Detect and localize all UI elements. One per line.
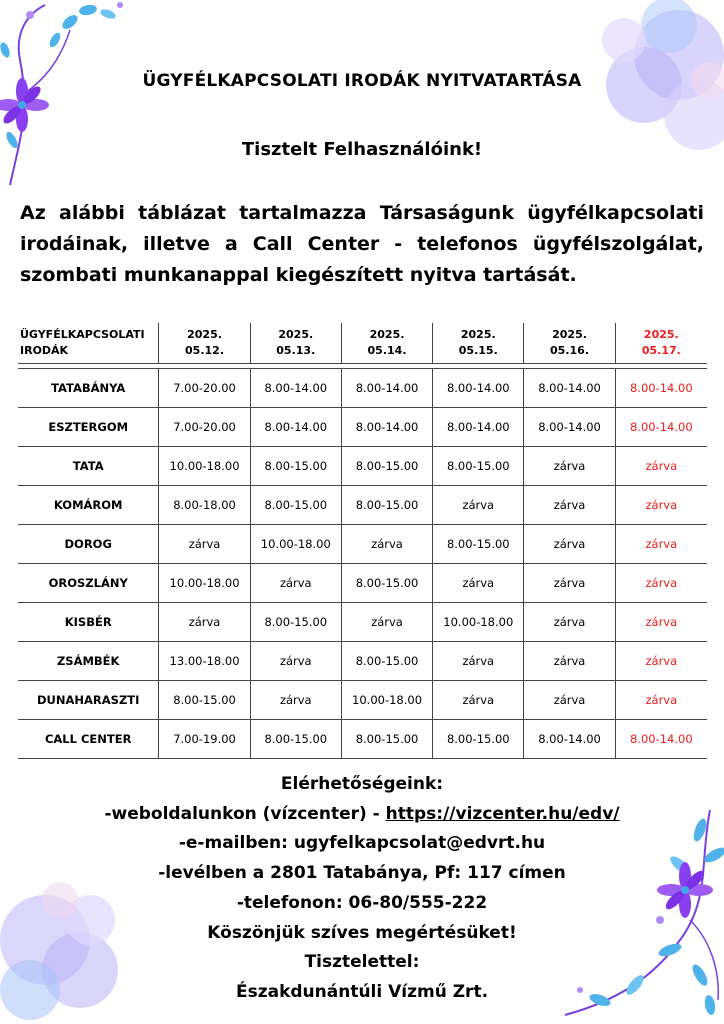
hours-cell: zárva (433, 486, 524, 525)
contact-website-line: -weboldalunkon (vízcenter) - https://vizcenter.hu/edv/ (104, 803, 620, 824)
opening-hours-table (18, 323, 707, 759)
hours-cell: 8.00-14.00 (341, 408, 432, 447)
office-name: TATABÁNYA (18, 369, 159, 408)
hours-cell: zárva (159, 525, 250, 564)
table-row (18, 408, 707, 447)
saturday-column-header: 2025. 05.17. (615, 323, 707, 364)
contact-heading: Elérhetőségeink: (280, 774, 444, 794)
hours-cell: zárva (250, 564, 341, 603)
hours-cell: zárva (433, 564, 524, 603)
hours-cell: 8.00-15.00 (341, 447, 432, 486)
thanks-line: Köszönjük szíves megértésüket! (207, 922, 517, 943)
hours-cell: zárva (341, 603, 432, 642)
hours-cell: 10.00-18.00 (159, 564, 250, 603)
hours-cell: 8.00-15.00 (250, 447, 341, 486)
hours-cell: 8.00-14.00 (250, 408, 341, 447)
saturday-hours-cell: zárva (615, 642, 707, 681)
table-row (18, 603, 707, 642)
hours-cell: 8.00-15.00 (250, 486, 341, 525)
hours-cell: 7.00-20.00 (159, 369, 250, 408)
hours-cell: 8.00-15.00 (341, 564, 432, 603)
hours-cell: 8.00-18.00 (159, 486, 250, 525)
saturday-hours-cell: zárva (615, 447, 707, 486)
greeting: Tisztelt Felhasználóink! (241, 139, 483, 160)
hours-cell: zárva (433, 681, 524, 720)
hours-cell: 8.00-14.00 (433, 408, 524, 447)
saturday-hours-cell: 8.00-14.00 (615, 720, 707, 759)
office-name: ZSÁMBÉK (18, 642, 159, 681)
hours-cell: 8.00-15.00 (341, 642, 432, 681)
hours-cell: 8.00-15.00 (433, 525, 524, 564)
table-header-row (18, 323, 707, 364)
contact-phone-line: -telefonon: 06-80/555-222 (236, 892, 488, 913)
hours-cell: zárva (159, 603, 250, 642)
hours-cell: 8.00-15.00 (250, 603, 341, 642)
hours-cell: 8.00-15.00 (341, 720, 432, 759)
saturday-hours-cell: zárva (615, 525, 707, 564)
hours-cell: 10.00-18.00 (159, 447, 250, 486)
hours-cell: zárva (341, 525, 432, 564)
office-name: KOMÁROM (18, 486, 159, 525)
saturday-hours-cell: 8.00-14.00 (615, 369, 707, 408)
intro-paragraph: Az alábbi táblázat tartalmazza Társaságunk ügyfélkapcsolati irodáinak, illetve a Call Center - telefonos ügyfélszolgálat, szombati munkanappal kiegészített nyitva tartását. (20, 202, 704, 286)
hours-cell: zárva (524, 447, 615, 486)
hours-cell: zárva (250, 681, 341, 720)
table-row (18, 486, 707, 525)
hours-cell: zárva (433, 642, 524, 681)
table-row (18, 525, 707, 564)
saturday-hours-cell: zárva (615, 603, 707, 642)
table-row (18, 681, 707, 720)
office-name: ESZTERGOM (18, 408, 159, 447)
hours-cell: 8.00-15.00 (250, 720, 341, 759)
hours-cell: 10.00-18.00 (341, 681, 432, 720)
hours-cell: 8.00-15.00 (433, 720, 524, 759)
date-column-header: 2025. 05.15. (433, 323, 524, 364)
table-row (18, 447, 707, 486)
hours-cell: 8.00-15.00 (341, 486, 432, 525)
hours-cell: zárva (524, 486, 615, 525)
hours-cell: 8.00-15.00 (159, 681, 250, 720)
saturday-hours-cell: zárva (615, 564, 707, 603)
contact-email-line: -e-mailben: ugyfelkapcsolat@edvrt.hu (178, 833, 546, 854)
office-name: DUNAHARASZTI (18, 681, 159, 720)
contact-mail-line: -levélben a 2801 Tatabánya, Pf: 117 címen (158, 863, 566, 884)
date-column-header: 2025. 05.14. (341, 323, 432, 364)
saturday-hours-cell: zárva (615, 681, 707, 720)
office-name: TATA (18, 447, 159, 486)
company-name: Északdunántúli Vízmű Zrt. (235, 981, 489, 1002)
hours-cell: zárva (524, 603, 615, 642)
hours-cell: zárva (524, 564, 615, 603)
hours-cell: 10.00-18.00 (433, 603, 524, 642)
office-name: KISBÉR (18, 603, 159, 642)
hours-cell: 13.00-18.00 (159, 642, 250, 681)
table-row (18, 564, 707, 603)
date-column-header: 2025. 05.12. (159, 323, 250, 364)
saturday-hours-cell: 8.00-14.00 (615, 408, 707, 447)
regards-line: Tisztelettel: (304, 952, 420, 973)
hours-cell: zárva (524, 525, 615, 564)
floral-top-left-decoration (0, 0, 135, 190)
table-row (18, 642, 707, 681)
website-link[interactable]: https://vizcenter.hu/edv/ (385, 803, 620, 824)
office-name: DOROG (18, 525, 159, 564)
hours-cell: 10.00-18.00 (250, 525, 341, 564)
hours-cell: 8.00-14.00 (524, 720, 615, 759)
date-column-header: 2025. 05.16. (524, 323, 615, 364)
hours-cell: 7.00-20.00 (159, 408, 250, 447)
hours-cell: 7.00-19.00 (159, 720, 250, 759)
hours-cell: 8.00-14.00 (524, 369, 615, 408)
page-title: ÜGYFÉLKAPCSOLATI IRODÁK NYITVATARTÁSA (142, 71, 582, 91)
hours-cell: 8.00-14.00 (341, 369, 432, 408)
hours-cell: 8.00-14.00 (250, 369, 341, 408)
hours-cell: zárva (524, 681, 615, 720)
hours-cell: 8.00-14.00 (433, 369, 524, 408)
offices-column-header: ÜGYFÉLKAPCSOLATI IRODÁK (18, 323, 159, 364)
table-row (18, 369, 707, 408)
table-row (18, 720, 707, 759)
office-name: OROSZLÁNY (18, 564, 159, 603)
hours-cell: zárva (524, 642, 615, 681)
hours-cell: 8.00-15.00 (433, 447, 524, 486)
contact-section (0, 770, 724, 1008)
office-name: CALL CENTER (18, 720, 159, 759)
hours-cell: 8.00-14.00 (524, 408, 615, 447)
date-column-header: 2025. 05.13. (250, 323, 341, 364)
hours-cell: zárva (250, 642, 341, 681)
saturday-hours-cell: zárva (615, 486, 707, 525)
